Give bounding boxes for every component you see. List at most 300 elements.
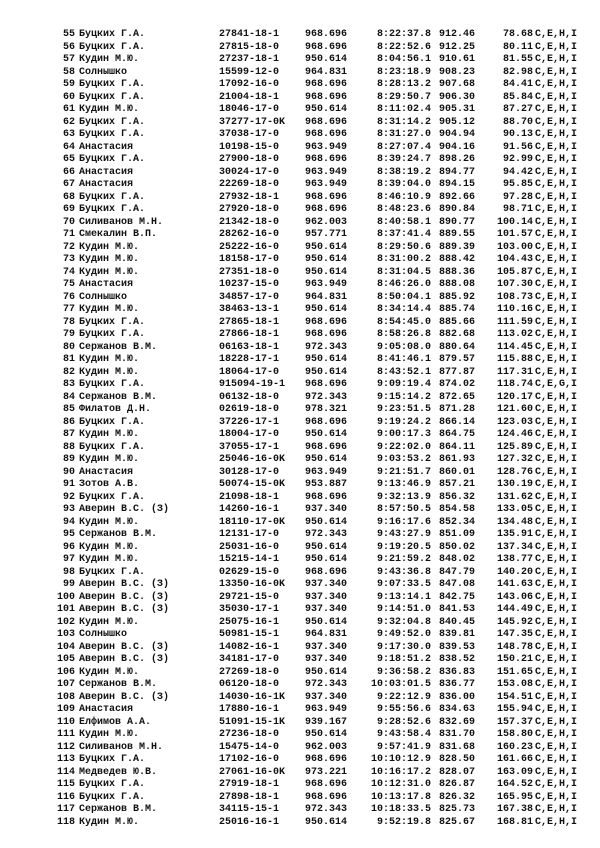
row-number: 94 bbox=[62, 516, 75, 528]
table-row bbox=[0, 404, 600, 417]
row-number: 107 bbox=[56, 679, 75, 690]
table-row bbox=[0, 679, 600, 692]
fancier-name: Буцких Г.А. bbox=[79, 779, 146, 790]
points: 82.98 bbox=[502, 66, 533, 78]
row-number: 82 bbox=[62, 366, 75, 378]
points: 108.73 bbox=[496, 291, 533, 303]
points: 95.85 bbox=[502, 179, 533, 190]
row-number: 100 bbox=[56, 591, 75, 603]
flags: C,E,H,I bbox=[535, 729, 578, 740]
distance: 973.221 bbox=[305, 766, 348, 778]
table-row bbox=[0, 642, 600, 655]
flags: C,E,H,I bbox=[535, 366, 578, 378]
table-row bbox=[0, 254, 600, 267]
flags: C,E,H,I bbox=[535, 704, 578, 715]
flags: C,E,H,I bbox=[535, 566, 578, 578]
flags: C,E,H,I bbox=[535, 116, 578, 128]
distance: 968.696 bbox=[305, 204, 348, 215]
points: 120.17 bbox=[496, 391, 533, 403]
points: 141.63 bbox=[496, 579, 533, 590]
speed: 826.87 bbox=[439, 779, 476, 790]
speed: 885.66 bbox=[439, 316, 476, 328]
flight-time: 8:39:24.7 bbox=[376, 154, 431, 165]
distance: 950.614 bbox=[305, 366, 348, 378]
points: 153.08 bbox=[496, 679, 533, 690]
flight-time: 9:19:24.2 bbox=[376, 416, 431, 428]
speed: 905.12 bbox=[439, 116, 476, 128]
flight-time: 9:00:17.3 bbox=[376, 429, 431, 440]
ring-id: 27866-18-1 bbox=[219, 329, 280, 340]
distance: 964.831 bbox=[305, 291, 348, 303]
ring-id: 35030-17-1 bbox=[219, 604, 280, 615]
speed: 889.39 bbox=[439, 241, 476, 253]
row-number: 92 bbox=[62, 491, 75, 503]
flight-time: 8:43:52.1 bbox=[376, 366, 431, 378]
flags: C,E,H,I bbox=[535, 441, 578, 453]
ring-id: 27061-16-0K bbox=[219, 766, 286, 778]
table-row bbox=[0, 729, 600, 742]
table-row bbox=[0, 229, 600, 242]
flags: C,E,H,I bbox=[535, 666, 578, 678]
row-number: 66 bbox=[62, 166, 75, 178]
points: 97.28 bbox=[502, 191, 533, 203]
ring-id: 27815-18-0 bbox=[219, 41, 280, 53]
flags: C,E,H,I bbox=[535, 129, 578, 140]
ring-id: 06163-18-1 bbox=[219, 341, 280, 353]
distance: 972.343 bbox=[305, 804, 348, 815]
flight-time: 9:03:53.2 bbox=[376, 454, 431, 465]
distance: 978.321 bbox=[305, 404, 348, 415]
flags: C,E,H,I bbox=[535, 291, 578, 303]
points: 81.55 bbox=[502, 54, 533, 65]
table-row bbox=[0, 442, 600, 455]
distance: 968.696 bbox=[305, 41, 348, 53]
table-row bbox=[0, 217, 600, 230]
distance: 953.887 bbox=[305, 479, 348, 490]
fancier-name: Кудин М.Ю. bbox=[79, 616, 140, 628]
points: 125.89 bbox=[496, 441, 533, 453]
table-row bbox=[0, 504, 600, 517]
fancier-name: Буцких Г.А. bbox=[79, 79, 146, 90]
table-row bbox=[0, 692, 600, 705]
row-number: 110 bbox=[56, 716, 75, 728]
row-number: 118 bbox=[56, 816, 75, 828]
ring-id: 27920-18-0 bbox=[219, 204, 280, 215]
row-number: 93 bbox=[62, 504, 75, 515]
distance: 968.696 bbox=[305, 779, 348, 790]
flight-time: 8:48:23.6 bbox=[376, 204, 431, 215]
distance: 939.167 bbox=[305, 716, 348, 728]
ring-id: 51091-15-1K bbox=[219, 716, 286, 728]
table-row bbox=[0, 567, 600, 580]
row-number: 61 bbox=[62, 104, 75, 115]
flight-time: 8:41:46.1 bbox=[376, 354, 431, 365]
speed: 854.58 bbox=[439, 504, 476, 515]
row-number: 105 bbox=[56, 654, 75, 665]
points: 151.65 bbox=[496, 666, 533, 678]
points: 127.32 bbox=[496, 454, 533, 465]
distance: 968.696 bbox=[305, 191, 348, 203]
speed: 912.25 bbox=[439, 41, 476, 53]
row-number: 113 bbox=[56, 754, 75, 765]
ring-id: 50981-15-1 bbox=[219, 629, 280, 640]
flight-time: 8:40:58.1 bbox=[376, 216, 431, 228]
fancier-name: Буцких Г.А. bbox=[79, 116, 146, 128]
row-number: 111 bbox=[56, 729, 75, 740]
points: 91.56 bbox=[502, 141, 533, 153]
points: 160.23 bbox=[496, 741, 533, 753]
distance: 964.831 bbox=[305, 66, 348, 78]
flight-time: 9:32:04.8 bbox=[376, 616, 431, 628]
speed: 898.26 bbox=[439, 154, 476, 165]
fancier-name: Филатов Д.Н. bbox=[79, 404, 152, 415]
distance: 950.614 bbox=[305, 241, 348, 253]
fancier-name: Буцких Г.А. bbox=[79, 491, 146, 503]
row-number: 98 bbox=[62, 566, 75, 578]
table-row bbox=[0, 192, 600, 205]
flags: C,E,H,I bbox=[535, 616, 578, 628]
fancier-name: Сержанов В.М. bbox=[79, 391, 158, 403]
flight-time: 8:29:50.7 bbox=[376, 91, 431, 103]
points: 165.95 bbox=[496, 791, 533, 803]
flight-time: 9:22:02.0 bbox=[376, 441, 431, 453]
flags: C,E,H,I bbox=[535, 766, 578, 778]
row-number: 79 bbox=[62, 329, 75, 340]
ring-id: 37038-17-0 bbox=[219, 129, 280, 140]
points: 80.11 bbox=[502, 41, 533, 53]
row-number: 102 bbox=[56, 616, 75, 628]
row-number: 57 bbox=[62, 54, 75, 65]
flight-time: 9:16:17.6 bbox=[376, 516, 431, 528]
fancier-name: Сержанов В.М. bbox=[79, 679, 158, 690]
ring-id: 34181-17-0 bbox=[219, 654, 280, 665]
speed: 825.67 bbox=[439, 816, 476, 828]
row-number: 58 bbox=[62, 66, 75, 78]
points: 78.68 bbox=[502, 29, 533, 40]
row-number: 62 bbox=[62, 116, 75, 128]
table-row bbox=[0, 392, 600, 405]
distance: 963.949 bbox=[305, 704, 348, 715]
ring-id: 21342-18-0 bbox=[219, 216, 280, 228]
ring-id: 15215-14-1 bbox=[219, 554, 280, 565]
speed: 836.77 bbox=[439, 679, 476, 690]
speed: 831.70 bbox=[439, 729, 476, 740]
speed: 832.69 bbox=[439, 716, 476, 728]
fancier-name: Буцких Г.А. bbox=[79, 191, 146, 203]
table-row bbox=[0, 554, 600, 567]
row-number: 85 bbox=[62, 404, 75, 415]
points: 111.59 bbox=[496, 316, 533, 328]
distance: 950.614 bbox=[305, 816, 348, 828]
points: 101.57 bbox=[496, 229, 533, 240]
flags: C,E,H,I bbox=[535, 754, 578, 765]
fancier-name: Кудин М.Ю. bbox=[79, 454, 140, 465]
ring-id: 27237-18-1 bbox=[219, 54, 280, 65]
points: 110.16 bbox=[496, 304, 533, 315]
fancier-name: Буцких Г.А. bbox=[79, 566, 146, 578]
flags: C,E,H,I bbox=[535, 554, 578, 565]
flight-time: 10:13:17.8 bbox=[370, 791, 431, 803]
flight-time: 9:13:46.9 bbox=[376, 479, 431, 490]
ring-id: 37277-17-0K bbox=[219, 116, 286, 128]
points: 138.77 bbox=[496, 554, 533, 565]
fancier-name: Буцких Г.А. bbox=[79, 91, 146, 103]
flags: C,E,H,I bbox=[535, 41, 578, 53]
points: 105.87 bbox=[496, 266, 533, 278]
points: 144.49 bbox=[496, 604, 533, 615]
table-row bbox=[0, 767, 600, 780]
points: 98.71 bbox=[502, 204, 533, 215]
distance: 963.949 bbox=[305, 166, 348, 178]
flags: C,E,H,I bbox=[535, 454, 578, 465]
points: 124.46 bbox=[496, 429, 533, 440]
distance: 950.614 bbox=[305, 429, 348, 440]
fancier-name: Аверин В.С. (З) bbox=[79, 579, 170, 590]
fancier-name: Буцких Г.А. bbox=[79, 41, 146, 53]
table-row bbox=[0, 704, 600, 717]
table-row bbox=[0, 654, 600, 667]
ring-id: 06120-18-0 bbox=[219, 679, 280, 690]
ring-id: 28262-16-0 bbox=[219, 229, 280, 240]
ring-id: 27898-18-1 bbox=[219, 791, 280, 803]
speed: 850.02 bbox=[439, 541, 476, 553]
table-row bbox=[0, 579, 600, 592]
table-row bbox=[0, 779, 600, 792]
fancier-name: Аверин В.С. (З) bbox=[79, 504, 170, 515]
ring-id: 25031-16-0 bbox=[219, 541, 280, 553]
ring-id: 50074-15-0K bbox=[219, 479, 286, 490]
flight-time: 9:21:59.2 bbox=[376, 554, 431, 565]
speed: 839.81 bbox=[439, 629, 476, 640]
fancier-name: Кудин М.Ю. bbox=[79, 429, 140, 440]
fancier-name: Буцких Г.А. bbox=[79, 154, 146, 165]
flight-time: 9:36:58.2 bbox=[376, 666, 431, 678]
table-row bbox=[0, 542, 600, 555]
flight-time: 8:31:00.2 bbox=[376, 254, 431, 265]
flags: C,E,H,I bbox=[535, 804, 578, 815]
flight-time: 8:22:37.8 bbox=[376, 29, 431, 40]
table-row bbox=[0, 267, 600, 280]
distance: 962.003 bbox=[305, 741, 348, 753]
fancier-name: Аверин В.С. (З) bbox=[79, 654, 170, 665]
row-number: 68 bbox=[62, 191, 75, 203]
fancier-name: Анастасия bbox=[79, 141, 134, 153]
table-row bbox=[0, 279, 600, 292]
ring-id: 25075-16-1 bbox=[219, 616, 280, 628]
flags: C,E,H,I bbox=[535, 241, 578, 253]
fancier-name: Кудин М.Ю. bbox=[79, 304, 140, 315]
points: 128.76 bbox=[496, 466, 533, 478]
points: 113.02 bbox=[496, 329, 533, 340]
row-number: 115 bbox=[56, 779, 75, 790]
points: 104.43 bbox=[496, 254, 533, 265]
flight-time: 9:22:12.9 bbox=[376, 691, 431, 703]
fancier-name: Медведев Ю.В. bbox=[79, 766, 158, 778]
points: 140.20 bbox=[496, 566, 533, 578]
row-number: 108 bbox=[56, 691, 75, 703]
ring-id: 25222-16-0 bbox=[219, 241, 280, 253]
points: 148.78 bbox=[496, 641, 533, 653]
flags: C,E,H,I bbox=[535, 79, 578, 90]
speed: 906.30 bbox=[439, 91, 476, 103]
ring-id: 10198-15-0 bbox=[219, 141, 280, 153]
speed: 860.01 bbox=[439, 466, 476, 478]
speed: 888.36 bbox=[439, 266, 476, 278]
distance: 968.696 bbox=[305, 116, 348, 128]
fancier-name: Кудин М.Ю. bbox=[79, 104, 140, 115]
flags: C,E,H,I bbox=[535, 429, 578, 440]
fancier-name: Буцких Г.А. bbox=[79, 416, 146, 428]
speed: 910.61 bbox=[439, 54, 476, 65]
fancier-name: Буцких Г.А. bbox=[79, 316, 146, 328]
row-number: 109 bbox=[56, 704, 75, 715]
points: 121.60 bbox=[496, 404, 533, 415]
row-number: 97 bbox=[62, 554, 75, 565]
flags: C,E,H,I bbox=[535, 529, 578, 540]
table-row bbox=[0, 492, 600, 505]
ring-id: 15599-12-0 bbox=[219, 66, 280, 78]
ring-id: 17092-16-0 bbox=[219, 79, 280, 90]
flight-time: 9:09:19.4 bbox=[376, 379, 431, 390]
points: 88.70 bbox=[502, 116, 533, 128]
ring-id: 18228-17-1 bbox=[219, 354, 280, 365]
speed: 888.08 bbox=[439, 279, 476, 290]
distance: 968.696 bbox=[305, 79, 348, 90]
ring-id: 915094-19-1 bbox=[219, 379, 286, 390]
row-number: 101 bbox=[56, 604, 75, 615]
speed: 882.68 bbox=[439, 329, 476, 340]
distance: 937.340 bbox=[305, 504, 348, 515]
fancier-name: Зотов А.В. bbox=[79, 479, 140, 490]
speed: 834.63 bbox=[439, 704, 476, 715]
speed: 892.66 bbox=[439, 191, 476, 203]
fancier-name: Анастасия bbox=[79, 179, 134, 190]
table-row bbox=[0, 467, 600, 480]
points: 118.74 bbox=[496, 379, 533, 390]
distance: 968.696 bbox=[305, 791, 348, 803]
speed: 874.02 bbox=[439, 379, 476, 390]
speed: 885.92 bbox=[439, 291, 476, 303]
ring-id: 18046-17-0 bbox=[219, 104, 280, 115]
flight-time: 9:57:41.9 bbox=[376, 741, 431, 753]
flags: C,E,H,I bbox=[535, 629, 578, 640]
flags: C,E,G,I bbox=[535, 379, 578, 390]
table-row bbox=[0, 129, 600, 142]
fancier-name: Кудин М.Ю. bbox=[79, 266, 140, 278]
flags: C,E,H,I bbox=[535, 316, 578, 328]
ring-id: 13350-16-0K bbox=[219, 579, 286, 590]
flight-time: 9:18:51.2 bbox=[376, 654, 431, 665]
table-row bbox=[0, 792, 600, 805]
flight-time: 8:38:19.2 bbox=[376, 166, 431, 178]
speed: 828.50 bbox=[439, 754, 476, 765]
flags: C,E,H,I bbox=[535, 404, 578, 415]
flight-time: 10:10:12.9 bbox=[370, 754, 431, 765]
flags: C,E,H,I bbox=[535, 479, 578, 490]
points: 85.84 bbox=[502, 91, 533, 103]
speed: 841.53 bbox=[439, 604, 476, 615]
distance: 950.614 bbox=[305, 304, 348, 315]
row-number: 65 bbox=[62, 154, 75, 165]
points: 133.05 bbox=[496, 504, 533, 515]
flags: C,E,H,I bbox=[535, 254, 578, 265]
flight-time: 9:23:51.5 bbox=[376, 404, 431, 415]
row-number: 69 bbox=[62, 204, 75, 215]
points: 164.52 bbox=[496, 779, 533, 790]
flight-time: 8:31:27.0 bbox=[376, 129, 431, 140]
fancier-name: Сержанов В.М. bbox=[79, 341, 158, 353]
row-number: 91 bbox=[62, 479, 75, 490]
flags: C,E,H,I bbox=[535, 541, 578, 553]
row-number: 116 bbox=[56, 791, 75, 803]
fancier-name: Солнышко bbox=[79, 66, 128, 78]
points: 131.62 bbox=[496, 491, 533, 503]
fancier-name: Анастасия bbox=[79, 704, 134, 715]
flight-time: 8:29:50.6 bbox=[376, 241, 431, 253]
flight-time: 10:18:33.5 bbox=[370, 804, 431, 815]
ring-id: 18064-17-0 bbox=[219, 366, 280, 378]
fancier-name: Силиванов М.Н. bbox=[79, 216, 164, 228]
distance: 937.340 bbox=[305, 691, 348, 703]
table-row bbox=[0, 529, 600, 542]
table-row bbox=[0, 54, 600, 67]
speed: 864.11 bbox=[439, 441, 476, 453]
speed: 879.57 bbox=[439, 354, 476, 365]
flight-time: 10:16:17.2 bbox=[370, 766, 431, 778]
points: 163.09 bbox=[496, 766, 533, 778]
table-row bbox=[0, 92, 600, 105]
flags: C,E,H,I bbox=[535, 716, 578, 728]
points: 115.88 bbox=[496, 354, 533, 365]
flags: C,E,H,I bbox=[535, 491, 578, 503]
row-number: 73 bbox=[62, 254, 75, 265]
points: 130.19 bbox=[496, 479, 533, 490]
ring-id: 27236-18-0 bbox=[219, 729, 280, 740]
flags: C,E,H,I bbox=[535, 266, 578, 278]
flight-time: 8:31:04.5 bbox=[376, 266, 431, 278]
speed: 888.42 bbox=[439, 254, 476, 265]
speed: 828.07 bbox=[439, 766, 476, 778]
distance: 957.771 bbox=[305, 229, 348, 240]
points: 150.21 bbox=[496, 654, 533, 665]
row-number: 106 bbox=[56, 666, 75, 678]
flags: C,E,H,I bbox=[535, 741, 578, 753]
ring-id: 34115-15-1 bbox=[219, 804, 280, 815]
speed: 894.77 bbox=[439, 166, 476, 178]
ring-id: 14082-16-1 bbox=[219, 641, 280, 653]
distance: 963.949 bbox=[305, 141, 348, 153]
distance: 950.614 bbox=[305, 554, 348, 565]
table-row bbox=[0, 242, 600, 255]
fancier-name: Силиванов М.Н. bbox=[79, 741, 164, 753]
table-row bbox=[0, 117, 600, 130]
table-row bbox=[0, 379, 600, 392]
flight-time: 8:46:10.9 bbox=[376, 191, 431, 203]
ring-id: 25046-16-0K bbox=[219, 454, 286, 465]
distance: 950.614 bbox=[305, 729, 348, 740]
fancier-name: Солнышко bbox=[79, 629, 128, 640]
flight-time: 9:19:20.5 bbox=[376, 541, 431, 553]
flags: C,E,H,I bbox=[535, 229, 578, 240]
speed: 866.14 bbox=[439, 416, 476, 428]
fancier-name: Кудин М.Ю. bbox=[79, 54, 140, 65]
table-row bbox=[0, 354, 600, 367]
fancier-name: Буцких Г.А. bbox=[79, 379, 146, 390]
speed: 825.73 bbox=[439, 804, 476, 815]
fancier-name: Сержанов В.М. bbox=[79, 804, 158, 815]
distance: 968.696 bbox=[305, 91, 348, 103]
row-number: 96 bbox=[62, 541, 75, 553]
